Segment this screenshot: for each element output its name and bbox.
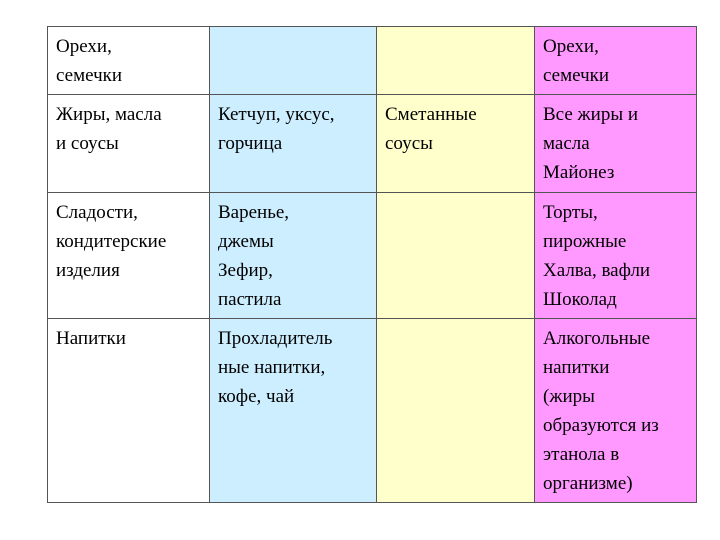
table-cell-pink: Торты, пирожные Халва, вафли Шоколад	[535, 193, 697, 319]
table-row	[48, 95, 697, 193]
table-row	[48, 319, 697, 503]
table-cell-yellow: Сметанные соусы	[377, 95, 535, 193]
table-cell-yellow	[377, 193, 535, 319]
table-row	[48, 193, 697, 319]
table-cell-blue: Прохладитель ные напитки, кофе, чай	[210, 319, 377, 503]
table-cell-category: Сладости, кондитерские изделия	[48, 193, 210, 319]
table-cell-category: Орехи, семечки	[48, 27, 210, 95]
table-cell-pink: Орехи, семечки	[535, 27, 697, 95]
table-cell-blue	[210, 27, 377, 95]
table-cell-blue: Варенье, джемы Зефир, пастила	[210, 193, 377, 319]
table-cell-yellow	[377, 27, 535, 95]
table-cell-pink: Все жиры и масла Майонез	[535, 95, 697, 193]
table-cell-yellow	[377, 319, 535, 503]
food-category-table	[47, 26, 697, 503]
table-cell-category: Напитки	[48, 319, 210, 503]
table-row	[48, 27, 697, 95]
table-cell-blue: Кетчуп, уксус, горчица	[210, 95, 377, 193]
table-cell-pink: Алкогольные напитки (жиры образуются из этанола в организме)	[535, 319, 697, 503]
table-cell-category: Жиры, масла и соусы	[48, 95, 210, 193]
